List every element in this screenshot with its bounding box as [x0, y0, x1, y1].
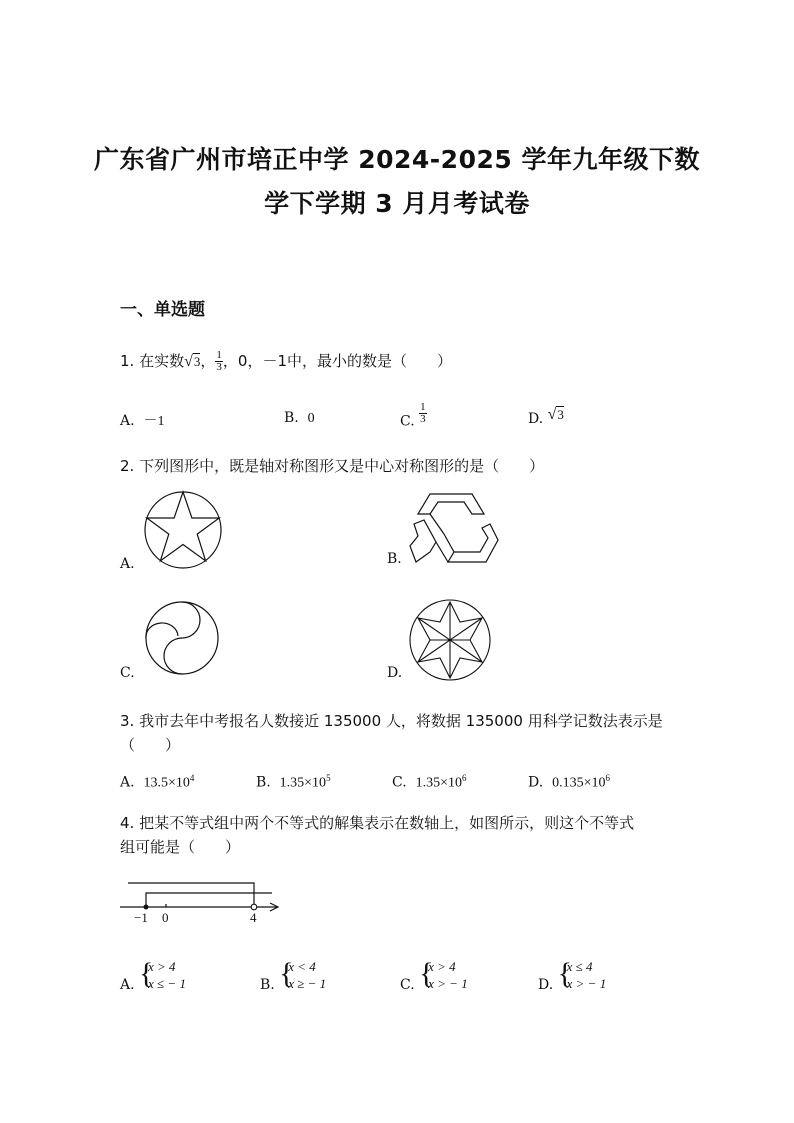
question-text: ，0，－1中，最小的数是（ ） [222, 352, 452, 370]
q2-label-d: D. [387, 665, 403, 681]
question-number: 4. [120, 814, 135, 832]
sqrt-expression: √3 [184, 353, 201, 370]
question-4-line2: 组可能是（ ） [120, 838, 241, 856]
question-number: 1. [120, 352, 135, 370]
q1-option-c: C. $\frac{1}{3}$ [400, 401, 426, 430]
q2-label-b: B. [387, 551, 402, 567]
q4-option-a: A. { x > 4 x ≤ − 1 [120, 957, 186, 993]
q3-option-c: C. $1.35\times 10^6$ [392, 773, 467, 791]
page-title-line1: 广东省广州市培正中学 2024-2025 学年九年级下数 [94, 145, 700, 174]
question-2 [120, 455, 544, 476]
q3-option-b: B. $1.35\times 10^5$ [256, 773, 331, 791]
q1-option-d: D. √3 [528, 406, 564, 427]
axis-label-neg1: −1 [134, 910, 148, 925]
figure-eight-point-star [408, 598, 492, 682]
q3-option-d: D. $0.135\times 10^6$ [528, 773, 610, 791]
question-number: 3. [120, 712, 135, 730]
question-4 [120, 812, 634, 833]
figure-recycle-shapes [408, 490, 500, 566]
q3-option-a: A. $13.5\times 10^4$ [120, 773, 195, 791]
axis-label-zero: 0 [162, 910, 169, 925]
figure-star-in-circle [140, 490, 226, 570]
q2-label-c: C. [120, 665, 135, 681]
page-title-line2: 学下学期 3 月月考试卷 [264, 189, 530, 218]
q4-option-b: B. { x < 4 x ≥ − 1 [260, 957, 327, 993]
q4-option-c: C. { x > 4 x > − 1 [400, 957, 468, 993]
figure-yin-yang-like [142, 600, 222, 678]
q1-option-a: A. －1 [120, 413, 165, 429]
question-text: 下列图形中，既是轴对称图形又是中心对称图形的是（ ） [139, 457, 545, 475]
question-text: 在实数 [139, 352, 185, 370]
question-3 [120, 710, 663, 731]
question-3-line2: （ ） [120, 736, 181, 754]
question-text: 我市去年中考报名人数接近 135000 人，将数据 135000 用科学记数法表示是 [139, 712, 663, 730]
section-heading: 一、单选题 [120, 300, 205, 320]
number-line-figure [118, 875, 288, 930]
q2-label-a: A. [120, 556, 135, 572]
question-number: 2. [120, 457, 135, 475]
fraction: $\frac{1}{3}$ [216, 349, 222, 373]
question-text: 把某不等式组中两个不等式的解集表示在数轴上，如图所示，则这个不等式 [139, 814, 635, 832]
question-1: 1. 在实数√3， $\frac{1}{3}$ ，0，－1中，最小的数是（ ） [120, 349, 452, 373]
q1-option-b: B. 0 [284, 410, 315, 426]
q4-option-d: D. { x ≤ 4 x > − 1 [538, 957, 607, 993]
axis-label-four: 4 [250, 910, 257, 925]
